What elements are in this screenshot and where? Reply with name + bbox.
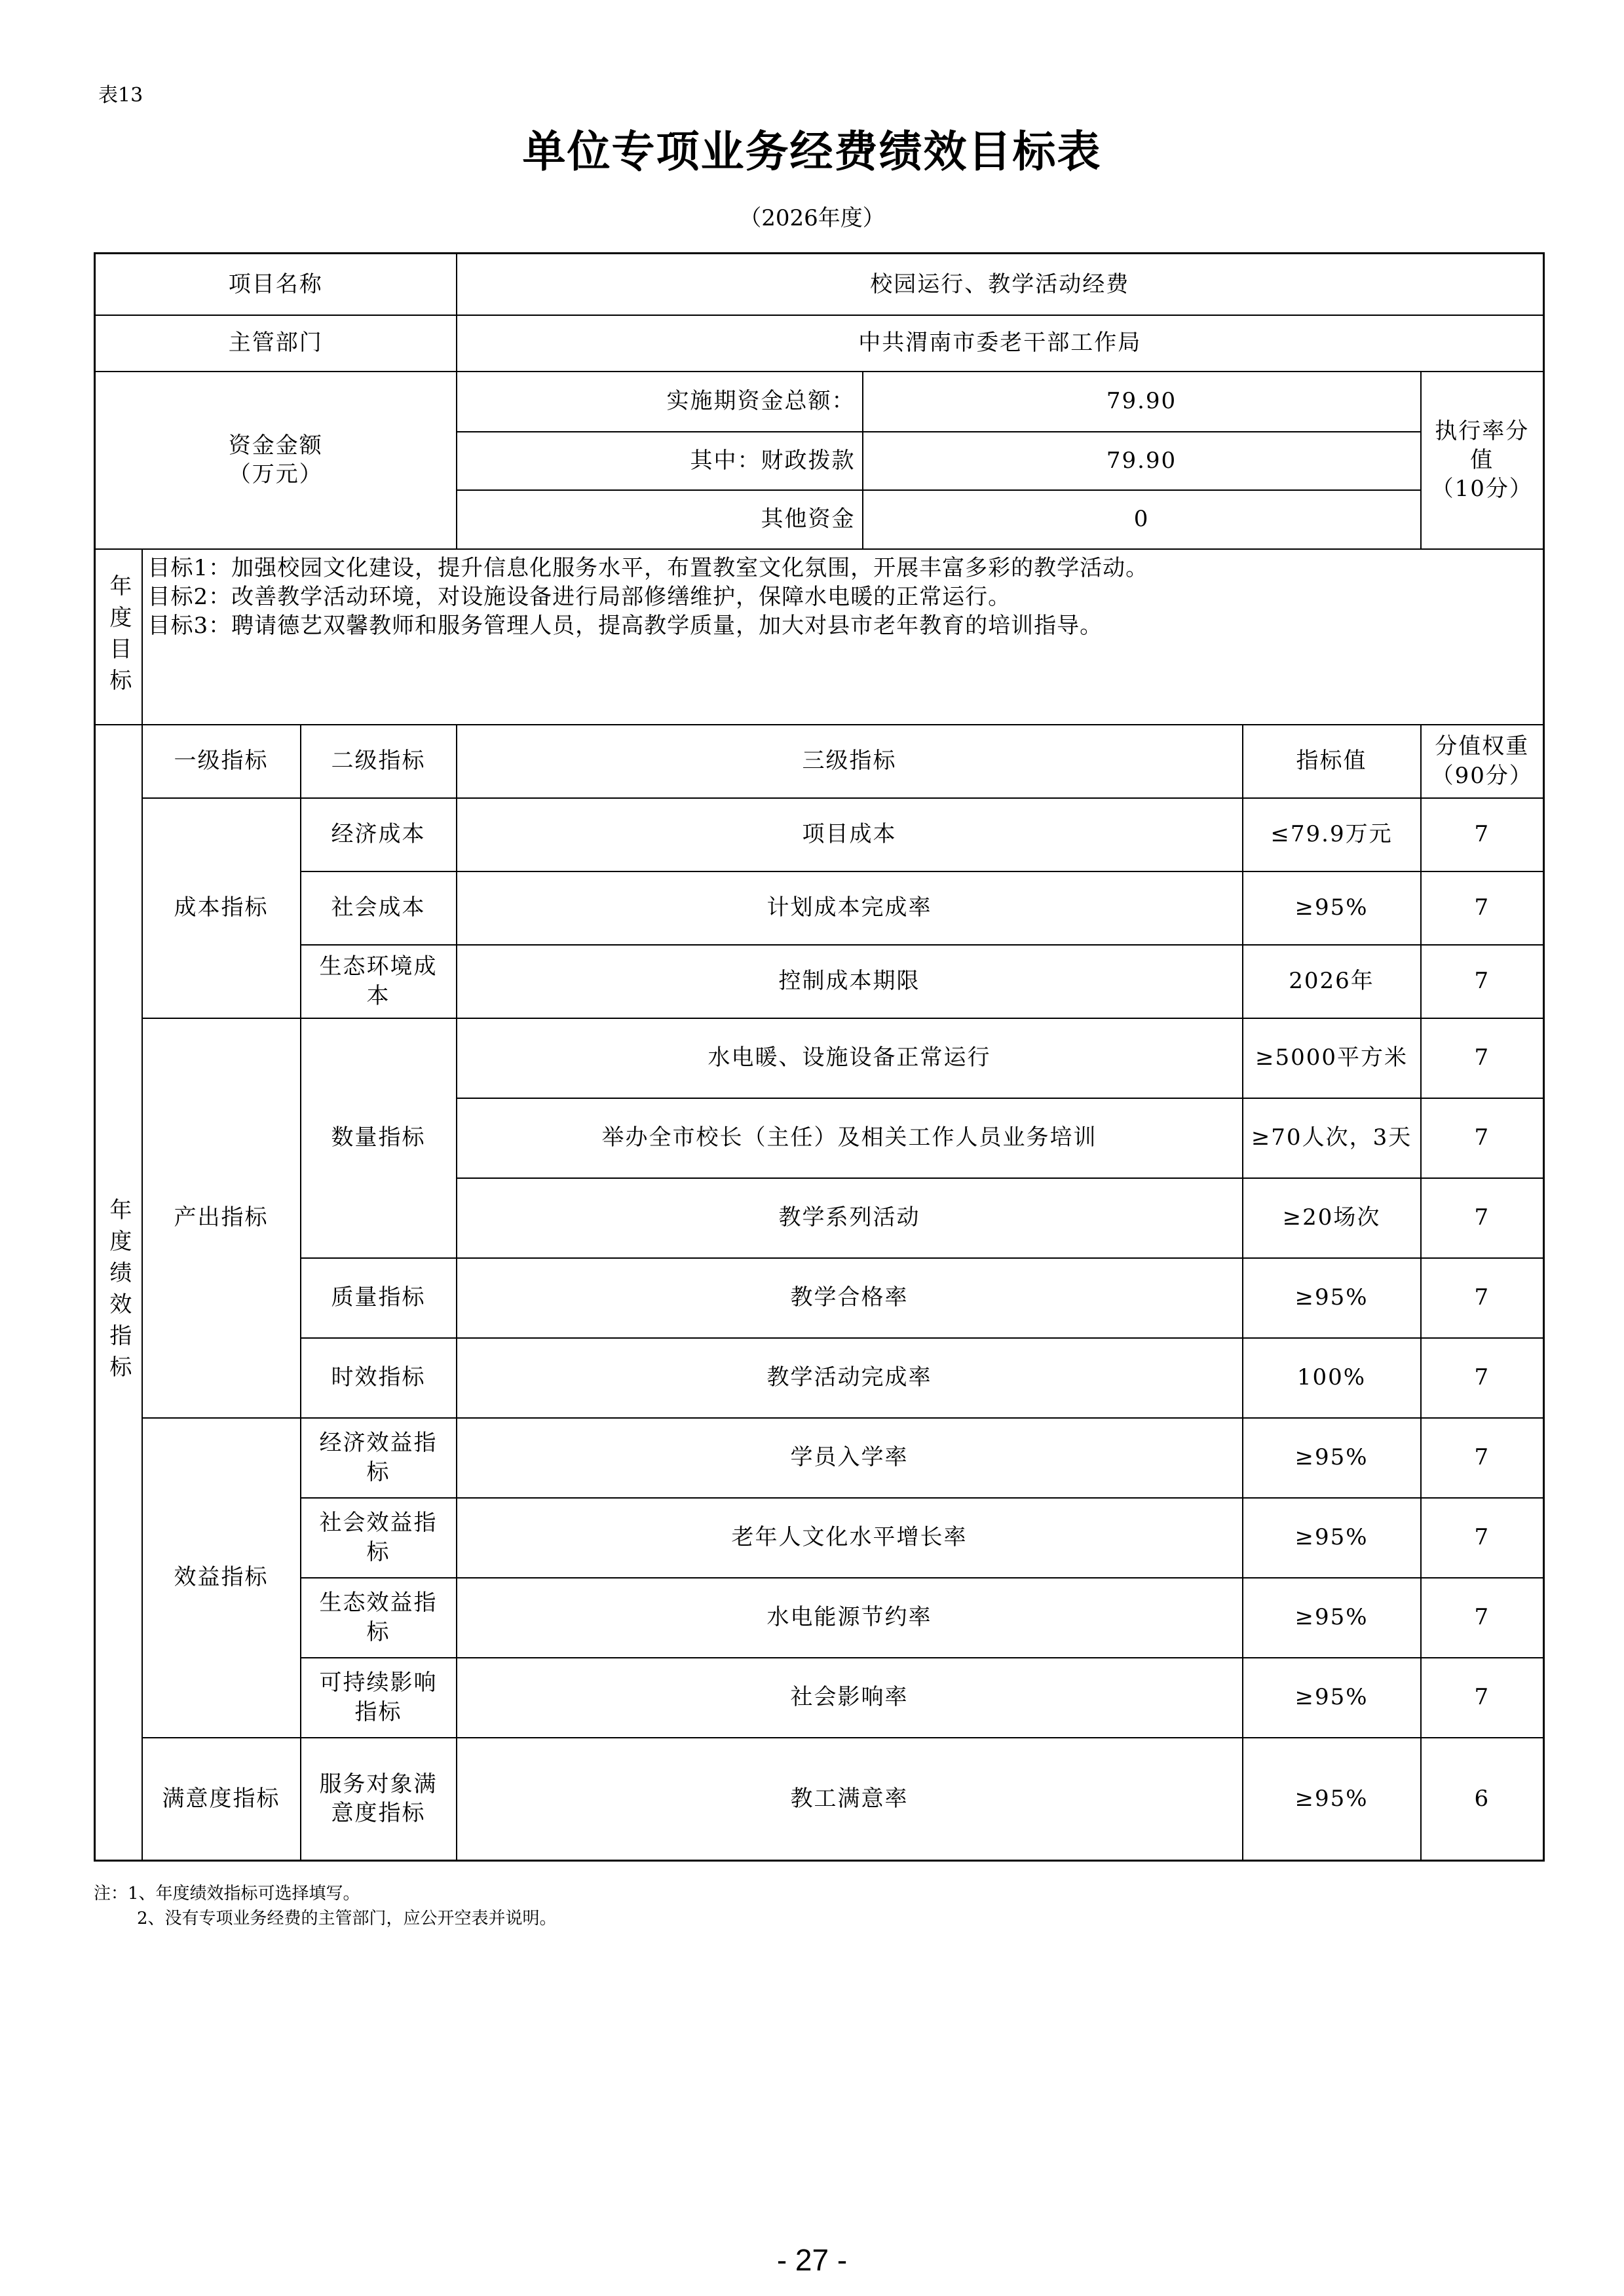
indicator-value: ≥95% — [1243, 1738, 1421, 1861]
fiscal-year-subtitle: （2026年度） — [739, 205, 885, 231]
indicator-value: 2026年 — [1243, 945, 1421, 1018]
indicator-value: ≤79.9万元 — [1243, 798, 1421, 871]
level2-indicator: 经济成本 — [301, 798, 457, 871]
indicator-weight: 7 — [1421, 1658, 1544, 1738]
level2-indicator: 服务对象满意度指标 — [301, 1738, 457, 1861]
indicator-weight: 7 — [1421, 1578, 1544, 1658]
performance-target-table — [94, 252, 1545, 1862]
funds-label — [95, 372, 457, 549]
level1-indicator: 效益指标 — [142, 1418, 301, 1738]
indicator-weight: 7 — [1421, 1018, 1544, 1098]
goal-line: 目标1：加强校园文化建设，提升信息化服务水平，布置教室文化氛围，开展丰富多彩的教学活动。 — [147, 554, 1149, 581]
indicator-header-row — [95, 725, 1544, 798]
indicator-row — [95, 798, 1544, 871]
indicator-row — [95, 945, 1544, 1018]
indicator-value: ≥95% — [1243, 1418, 1421, 1498]
indicator-row — [95, 1338, 1544, 1418]
annual-goals-content — [142, 549, 1544, 725]
header-level2: 二级指标 — [301, 725, 457, 798]
indicator-weight: 7 — [1421, 1498, 1544, 1578]
level1-indicator: 成本指标 — [142, 798, 301, 1018]
department-row — [95, 315, 1544, 372]
level3-indicator: 水电暖、设施设备正常运行 — [457, 1018, 1243, 1098]
department-label: 主管部门 — [95, 315, 457, 372]
level3-indicator: 教学系列活动 — [457, 1178, 1243, 1258]
indicator-weight: 7 — [1421, 1258, 1544, 1338]
department-value: 中共渭南市委老干部工作局 — [457, 315, 1544, 372]
footnote-2: 2、没有专项业务经费的主管部门，应公开空表并说明。 — [137, 1908, 557, 1928]
indicator-value: ≥95% — [1243, 1578, 1421, 1658]
level3-indicator: 老年人文化水平增长率 — [457, 1498, 1243, 1578]
indicator-value: ≥20场次 — [1243, 1178, 1421, 1258]
funds-total-row — [95, 372, 1544, 432]
page-number: - 27 - — [776, 2243, 848, 2277]
indicator-weight: 6 — [1421, 1738, 1544, 1861]
funds-fiscal-value: 79.90 — [863, 432, 1421, 490]
footnote-1: 注：1、年度绩效指标可选择填写。 — [94, 1884, 360, 1904]
level3-indicator: 控制成本期限 — [457, 945, 1243, 1018]
annual-goals-label-cell — [95, 549, 142, 725]
funds-total-value: 79.90 — [863, 372, 1421, 432]
annual-goals-row — [95, 549, 1544, 725]
funds-other-label: 其他资金 — [457, 490, 863, 549]
funds-other-value: 0 — [863, 490, 1421, 549]
indicator-weight: 7 — [1421, 1418, 1544, 1498]
level1-indicator: 满意度指标 — [142, 1738, 301, 1861]
level3-indicator: 教学合格率 — [457, 1258, 1243, 1338]
level2-indicator: 时效指标 — [301, 1338, 457, 1418]
indicator-row — [95, 1418, 1544, 1498]
funds-label-line2: （万元） — [228, 461, 323, 488]
annual-goals-label: 年度目标 — [105, 573, 132, 700]
project-name-label: 项目名称 — [95, 254, 457, 315]
project-name-row — [95, 254, 1544, 315]
indicator-value: 100% — [1243, 1338, 1421, 1418]
performance-indicators-label-cell — [95, 725, 142, 1861]
level3-indicator: 教学活动完成率 — [457, 1338, 1243, 1418]
level2-indicator: 社会成本 — [301, 871, 457, 945]
indicator-value: ≥95% — [1243, 1258, 1421, 1338]
indicator-value: ≥95% — [1243, 871, 1421, 945]
indicator-row — [95, 1258, 1544, 1338]
indicator-row — [95, 1738, 1544, 1861]
indicator-row — [95, 1018, 1544, 1098]
level3-indicator: 教工满意率 — [457, 1738, 1243, 1861]
indicator-row — [95, 1578, 1544, 1658]
indicator-weight: 7 — [1421, 1178, 1544, 1258]
level2-indicator: 可持续影响指标 — [301, 1658, 457, 1738]
indicator-value: ≥70人次，3天 — [1243, 1098, 1421, 1178]
header-level1: 一级指标 — [142, 725, 301, 798]
indicator-row — [95, 871, 1544, 945]
funds-total-label: 实施期资金总额： — [457, 372, 863, 432]
funds-fiscal-label: 其中：财政拨款 — [457, 432, 863, 490]
indicator-weight: 7 — [1421, 1098, 1544, 1178]
level3-indicator: 水电能源节约率 — [457, 1578, 1243, 1658]
project-name-value: 校园运行、教学活动经费 — [457, 254, 1544, 315]
footnotes — [94, 1882, 557, 1931]
indicator-weight: 7 — [1421, 1338, 1544, 1418]
indicator-weight: 7 — [1421, 798, 1544, 871]
level3-indicator: 项目成本 — [457, 798, 1243, 871]
level3-indicator: 举办全市校长（主任）及相关工作人员业务培训 — [457, 1098, 1243, 1178]
level2-indicator: 经济效益指标 — [301, 1418, 457, 1498]
execution-rate-line2: （10分） — [1431, 476, 1533, 503]
level1-indicator: 产出指标 — [142, 1018, 301, 1418]
header-level3: 三级指标 — [457, 725, 1243, 798]
execution-rate-score — [1421, 372, 1544, 549]
execution-rate-line1: 执行率分值 — [1435, 417, 1530, 473]
level2-indicator: 社会效益指标 — [301, 1498, 457, 1578]
indicator-weight: 7 — [1421, 945, 1544, 1018]
goal-line: 目标3：聘请德艺双馨教师和服务管理人员，提高教学质量，加大对县市老年教育的培训指导。 — [147, 612, 1103, 639]
indicator-row — [95, 1498, 1544, 1578]
goal-line: 目标2：改善教学活动环境，对设施设备进行局部修缮维护，保障水电暖的正常运行。 — [147, 583, 1011, 610]
table-number: 表13 — [98, 84, 143, 107]
header-weight-line2: （90分） — [1431, 762, 1533, 789]
level2-indicator: 数量指标 — [301, 1018, 457, 1258]
funds-label-line1: 资金金额 — [228, 432, 323, 459]
level3-indicator: 计划成本完成率 — [457, 871, 1243, 945]
level2-indicator: 质量指标 — [301, 1258, 457, 1338]
indicator-weight: 7 — [1421, 871, 1544, 945]
header-value: 指标值 — [1243, 725, 1421, 798]
level3-indicator: 学员入学率 — [457, 1418, 1243, 1498]
page-title: 单位专项业务经费绩效目标表 — [522, 126, 1102, 177]
header-weight-line1: 分值权重 — [1435, 733, 1530, 760]
level3-indicator: 社会影响率 — [457, 1658, 1243, 1738]
indicator-value: ≥95% — [1243, 1498, 1421, 1578]
indicator-value: ≥95% — [1243, 1658, 1421, 1738]
indicator-value: ≥5000平方米 — [1243, 1018, 1421, 1098]
performance-indicators-label: 年度绩效指标 — [105, 1198, 132, 1387]
indicator-row — [95, 1658, 1544, 1738]
level2-indicator: 生态效益指标 — [301, 1578, 457, 1658]
header-weight — [1421, 725, 1544, 798]
level2-indicator: 生态环境成本 — [301, 945, 457, 1018]
